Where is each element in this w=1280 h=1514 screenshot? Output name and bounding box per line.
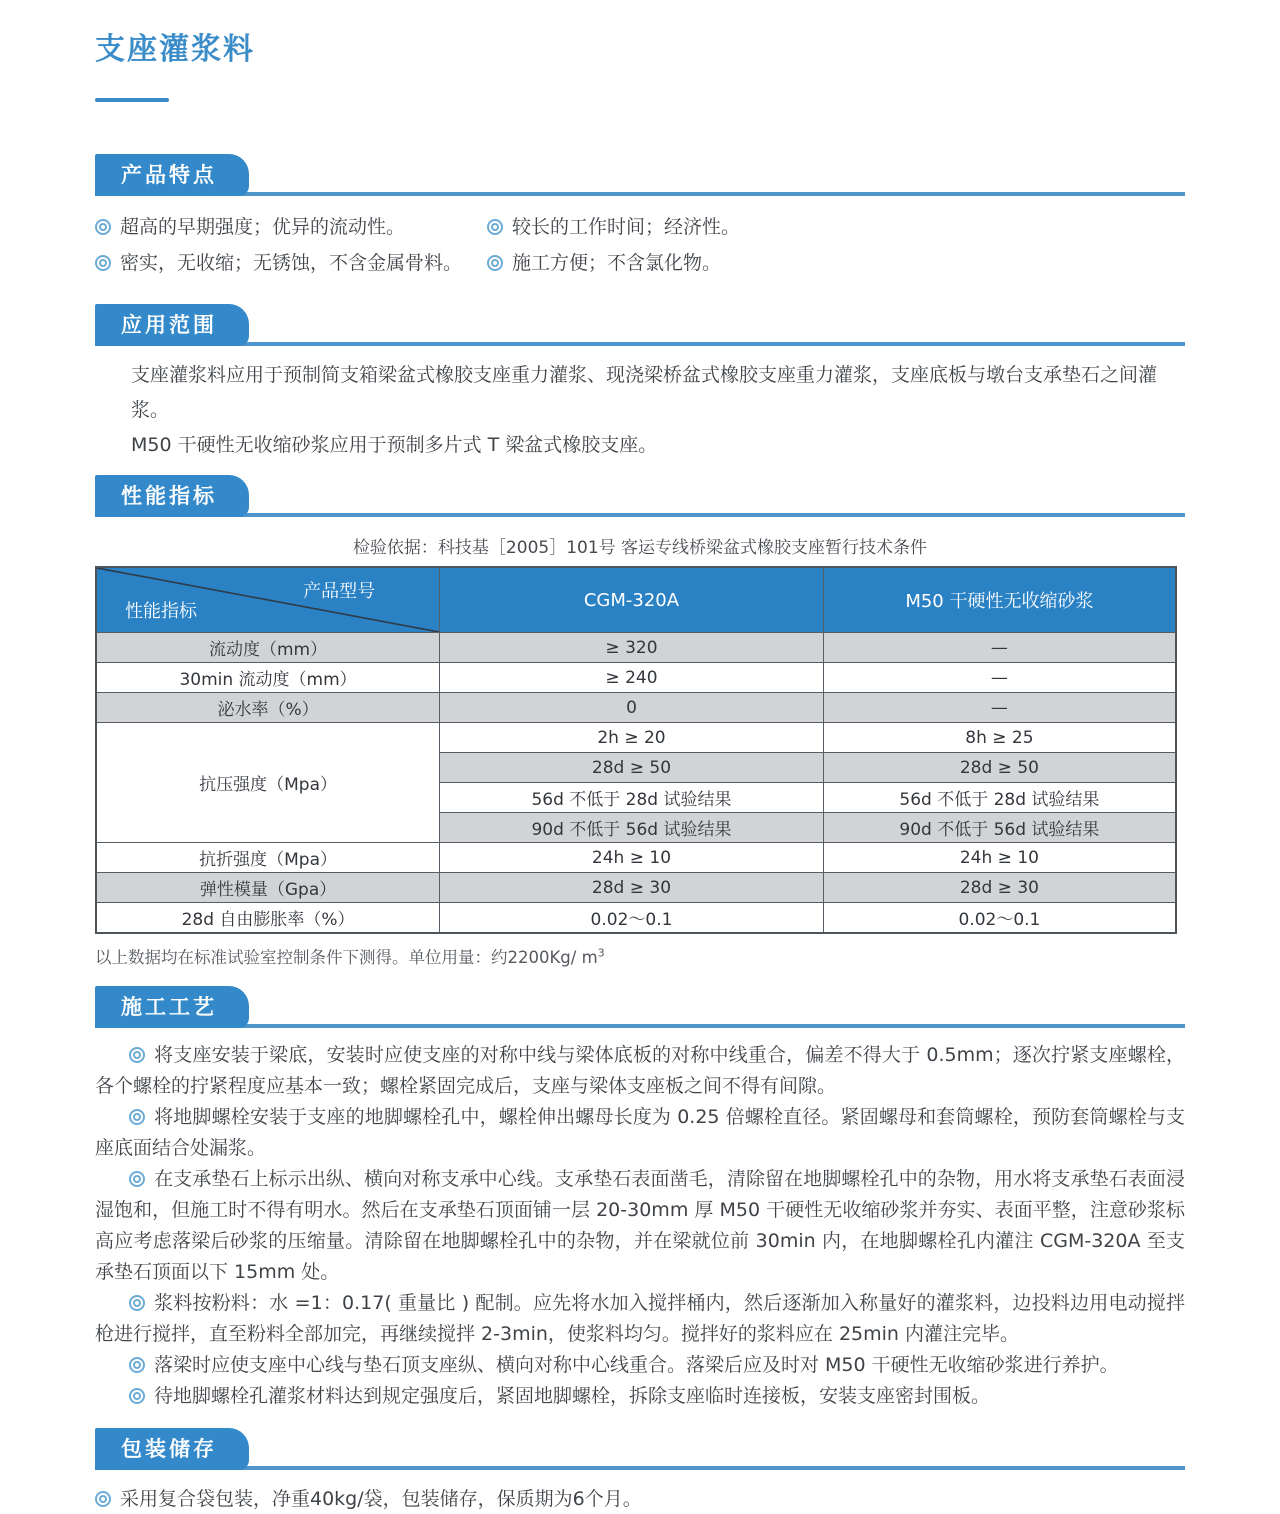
bullet-ring-icon [95, 219, 111, 235]
row-value: ≥ 320 [440, 633, 824, 663]
feature-text: 超高的早期强度；优异的流动性。 [120, 216, 406, 238]
bullet-ring-icon [129, 1171, 145, 1187]
section-header-features [95, 154, 1185, 196]
diagonal-corner-cell [96, 567, 440, 633]
section-header-application [95, 304, 1185, 346]
paragraph-text: 在支承垫石上标示出纵、横向对称支承中心线。支承垫石表面凿毛，清除留在地脚螺栓孔中的杂物，用水将支承垫石表面浸湿饱和，但施工时不得有明水。然后在支承垫石顶面铺一层 20-30mm 厚 M50 干硬性无收缩砂浆并夯实、表面平整，注意砂浆标高应考虑落梁后砂浆的压缩量。清除留在地脚螺栓孔中的杂物，并在梁就位前 30min 内，在地脚螺栓孔内灌注 CGM-320A 至支承垫石顶面以下 15mm 处。 [95, 1168, 1185, 1283]
row-value: 8h ≥ 25 [823, 723, 1176, 753]
paragraph-text: 将地脚螺栓安装于支座的地脚螺栓孔中，螺栓伸出螺母长度为 0.25 倍螺栓直径。紧固螺母和套筒螺栓，预防套筒螺栓与支座底面结合处漏浆。 [95, 1106, 1185, 1159]
row-value: 28d ≥ 30 [440, 873, 824, 903]
row-value: 0.02～0.1 [823, 903, 1176, 934]
row-value: 90d 不低于 56d 试验结果 [440, 813, 824, 843]
section-rule [95, 342, 1185, 346]
row-label: 弹性模量（Gpa） [96, 873, 440, 903]
construction-paragraph [95, 1350, 1185, 1381]
bullet-ring-icon [487, 219, 503, 235]
row-value: 90d 不低于 56d 试验结果 [823, 813, 1176, 843]
section-badge-application: 应用范围 [95, 304, 249, 346]
section-rule [95, 1466, 1185, 1470]
section-header-performance [95, 475, 1185, 517]
feature-text: 施工方便；不含氯化物。 [512, 252, 722, 274]
table-row [96, 693, 1176, 723]
application-line: M50 干硬性无收缩砂浆应用于预制多片式 T 梁盆式橡胶支座。 [131, 434, 658, 456]
column-header-m50: M50 干硬性无收缩砂浆 [823, 567, 1176, 633]
row-value: ≥ 240 [440, 663, 824, 693]
row-label: 抗折强度（Mpa） [96, 843, 440, 873]
table-header-row [96, 567, 1176, 633]
row-value: — [823, 633, 1176, 663]
column-header-cgm320a: CGM-320A [440, 567, 824, 633]
paragraph-text: 将支座安装于梁底，安装时应使支座的对称中线与梁体底板的对称中线重合，偏差不得大于 0.5mm；逐次拧紧支座螺栓，各个螺栓的拧紧程度应基本一致；螺栓紧固完成后，支座与梁体支座板之间不得有间隙。 [95, 1044, 1185, 1097]
construction-paragraph [95, 1381, 1185, 1412]
bullet-ring-icon [487, 255, 503, 271]
row-value: 28d ≥ 50 [440, 753, 824, 783]
row-value: 24h ≥ 10 [440, 843, 824, 873]
row-value: 28d ≥ 50 [823, 753, 1176, 783]
section-badge-features: 产品特点 [95, 154, 249, 196]
section-badge-packaging: 包装储存 [95, 1428, 249, 1470]
section-badge-performance: 性能指标 [95, 475, 249, 517]
table-row [96, 663, 1176, 693]
construction-paragraphs [95, 1040, 1185, 1412]
construction-paragraph [95, 1164, 1185, 1288]
title-underline [95, 98, 169, 102]
bullet-ring-icon [129, 1357, 145, 1373]
bullet-ring-icon [129, 1109, 145, 1125]
feature-item [487, 248, 1185, 278]
row-value: 0.02～0.1 [440, 903, 824, 934]
row-label: 30min 流动度（mm） [96, 663, 440, 693]
test-basis-note: 检验依据：科技基［2005］101号 客运专线桥梁盆式橡胶支座暂行技术条件 [352, 538, 928, 558]
bullet-ring-icon [95, 255, 111, 271]
row-value: 56d 不低于 28d 试验结果 [440, 783, 824, 813]
feature-item [95, 212, 487, 242]
feature-item [487, 212, 1185, 242]
table-footnote [95, 944, 1185, 968]
footnote-superscript: 3 [597, 946, 605, 960]
table-row [96, 843, 1176, 873]
row-value: 28d ≥ 30 [823, 873, 1176, 903]
application-paragraph [95, 358, 1185, 463]
bullet-ring-icon [129, 1047, 145, 1063]
row-label: 流动度（mm） [96, 633, 440, 663]
application-line: 支座灌浆料应用于预制简支箱梁盆式橡胶支座重力灌浆、现浇梁桥盆式橡胶支座重力灌浆，支座底板与墩台支承垫石之间灌浆。 [131, 364, 1158, 421]
paragraph-text: 浆料按粉料：水 =1：0.17( 重量比 ) 配制。应先将水加入搅拌桶内，然后逐渐加入称量好的灌浆料，边投料边用电动搅拌枪进行搅拌，直至粉料全部加完，再继续搅拌 2-3min，使浆料均匀。搅拌好的浆料应在 25min 内灌注完毕。 [95, 1292, 1185, 1345]
table-row [96, 723, 1176, 753]
footnote-text: 以上数据均在标准试验室控制条件下测得。单位用量：约2200Kg/ m [95, 948, 598, 967]
section-badge-construction: 施工工艺 [95, 986, 249, 1028]
bullet-ring-icon [129, 1295, 145, 1311]
table-row [96, 873, 1176, 903]
section-header-construction [95, 986, 1185, 1028]
section-rule [95, 1024, 1185, 1028]
construction-paragraph [95, 1040, 1185, 1102]
paragraph-text: 落梁时应使支座中心线与垫石顶支座纵、横向对称中心线重合。落梁后应及时对 M50 干硬性无收缩砂浆进行养护。 [154, 1354, 1119, 1376]
feature-text: 较长的工作时间；经济性。 [512, 216, 741, 238]
paragraph-text: 待地脚螺栓孔灌浆材料达到规定强度后，紧固地脚螺栓，拆除支座临时连接板，安装支座密封围板。 [154, 1385, 991, 1407]
features-list [95, 212, 1185, 278]
row-value: 0 [440, 693, 824, 723]
performance-table [95, 566, 1177, 934]
page-title: 支座灌浆料 [95, 32, 255, 67]
packaging-text: 采用复合袋包装，净重40kg/袋，包装储存，保质期为6个月。 [120, 1488, 642, 1510]
row-label: 28d 自由膨胀率（%） [96, 903, 440, 934]
row-label-compressive: 抗压强度（Mpa） [96, 723, 440, 843]
packaging-item [95, 1484, 1185, 1514]
section-rule [95, 192, 1185, 196]
table-row [96, 903, 1176, 934]
feature-text: 密实，无收缩；无锈蚀，不含金属骨料。 [120, 252, 463, 274]
section-rule [95, 513, 1185, 517]
row-value: 2h ≥ 20 [440, 723, 824, 753]
corner-label-product-model: 产品型号 [303, 581, 376, 602]
table-row [96, 633, 1176, 663]
bullet-ring-icon [129, 1388, 145, 1404]
bullet-ring-icon [95, 1491, 111, 1507]
construction-paragraph [95, 1102, 1185, 1164]
corner-label-performance-index: 性能指标 [125, 601, 197, 622]
row-value: — [823, 693, 1176, 723]
row-value: 24h ≥ 10 [823, 843, 1176, 873]
section-header-packaging [95, 1428, 1185, 1470]
construction-paragraph [95, 1288, 1185, 1350]
feature-item [95, 248, 487, 278]
row-value: — [823, 663, 1176, 693]
row-value: 56d 不低于 28d 试验结果 [823, 783, 1176, 813]
row-label: 泌水率（%） [96, 693, 440, 723]
